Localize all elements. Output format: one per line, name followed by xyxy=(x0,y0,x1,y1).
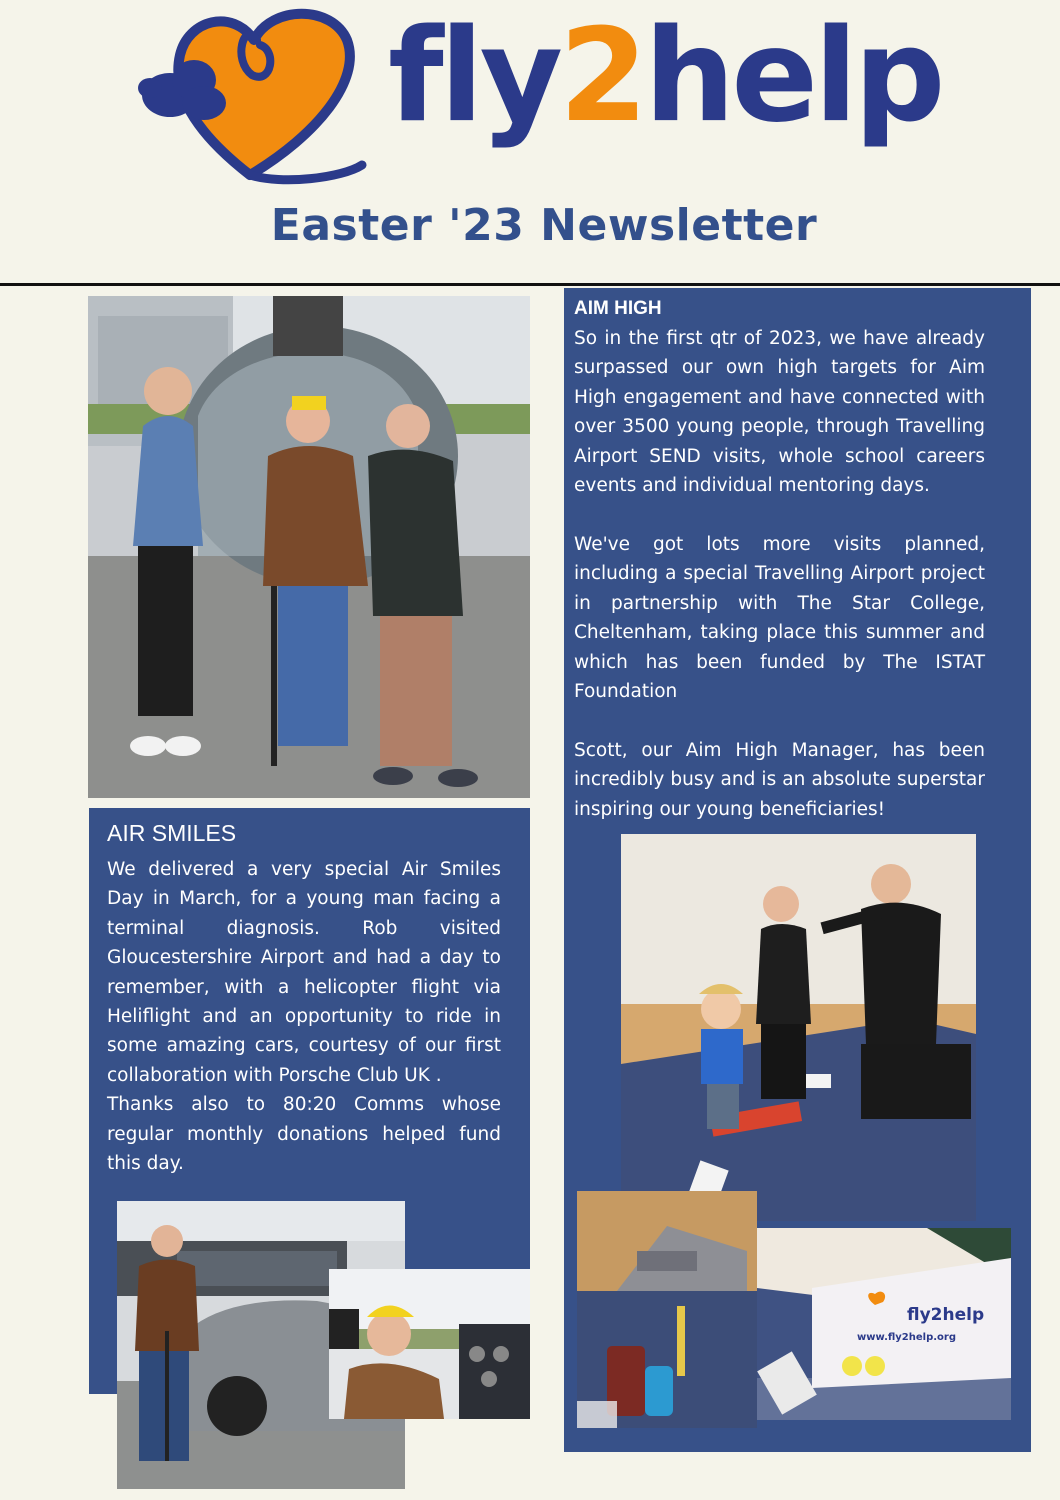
air-smiles-paragraph-2: Thanks also to 80:20 Comms whose regular monthly donations helped fund this day. xyxy=(107,1094,501,1175)
logo-text-2: 2 xyxy=(559,2,645,151)
aim-high-paragraph-2: We've got lots more visits planned, including a special Travelling Airport project in partnership with The Star College, Cheltenham, taking place this summer and which has been funded by The ISTAT Foundation xyxy=(574,534,985,703)
air-smiles-body xyxy=(107,855,501,1178)
banner-brand-text: fly2help xyxy=(907,1305,985,1325)
travelling-airport-photo xyxy=(621,834,976,1221)
aim-high-title: AIM HIGH xyxy=(574,298,662,319)
helicopter-group-photo xyxy=(88,296,530,798)
page-title: Easter '23 Newsletter xyxy=(270,200,818,251)
banner-url-text: www.fly2help.org xyxy=(857,1332,957,1343)
air-smiles-title: AIR SMILES xyxy=(107,820,237,846)
aim-high-paragraph-1: So in the first qtr of 2023, we have already surpassed our own high targets for Aim High engagement and have connected with over 3500 young people, through Travelling Airport SEND visits, whole school careers events and individual mentoring days. xyxy=(574,328,985,497)
runway-mat-photo xyxy=(577,1191,757,1428)
logo-wordmark xyxy=(388,2,942,152)
helicopter-cockpit-photo xyxy=(329,1269,530,1419)
header-divider xyxy=(0,283,1060,286)
fly2help-banner-photo xyxy=(757,1228,1011,1420)
logo-heart-icon xyxy=(132,0,372,185)
air-smiles-paragraph-1: We delivered a very special Air Smiles Day in March, for a young man facing a terminal diagnosis. Rob visited Gloucestershire Airport and had a day to remember, with a helicopter flight via Heliflight and an opportunity to ride in some amazing cars, courtesy of our first collaboration with Porsche Club UK . xyxy=(107,859,501,1086)
logo-text-fly: fly xyxy=(388,2,559,151)
logo-text-help: help xyxy=(644,2,942,151)
aim-high-paragraph-3: Scott, our Aim High Manager, has been incredibly busy and is an absolute superstar inspiring our young beneficiaries! xyxy=(574,740,985,820)
